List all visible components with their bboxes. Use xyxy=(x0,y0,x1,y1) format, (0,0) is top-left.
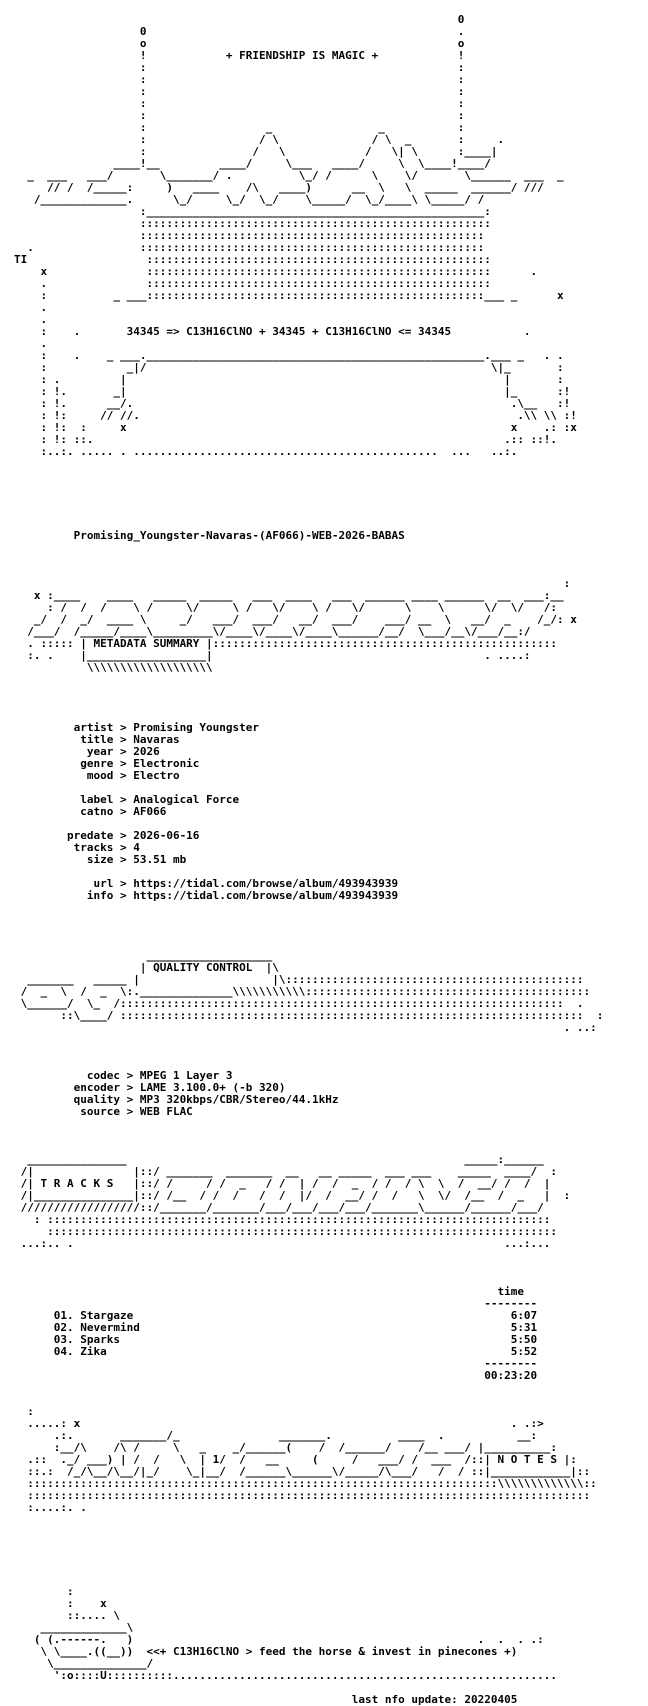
nfo-line: quality > MP3 320kbps/CBR/Stereo/44.1kHz xyxy=(14,1093,339,1106)
nfo-line: : : xyxy=(14,61,465,74)
nfo-line xyxy=(14,458,603,470)
nfo-line: info > https://tidal.com/browse/album/493943939 xyxy=(14,889,399,902)
nfo-line: : x xyxy=(14,1597,107,1610)
nfo-line xyxy=(14,1046,603,1058)
nfo-line: x :::::::::::::::::::::::::::::::::::::::::::::::::::: . xyxy=(14,265,538,278)
nfo-line: .:: ._/ ___) | / / \ | 1/ / __ ( / ___/ / ___ /::| N O T E S |: xyxy=(14,1453,577,1466)
nfo-line xyxy=(14,1394,603,1406)
nfo-line xyxy=(14,542,603,554)
nfo-line: time xyxy=(14,1285,524,1298)
nfo-line xyxy=(14,1550,603,1562)
nfo-line: : . 34345 => C13H16ClNO + 34345 + C13H16ClNO <= 34345 . xyxy=(14,325,531,338)
nfo-line: 04. Zika 5:52 xyxy=(14,1345,538,1358)
nfo-line xyxy=(14,554,603,566)
nfo-line xyxy=(14,470,603,482)
nfo-line: /| |::/ _______ _______ __ __ _____ ___ ___ _____ ____/ : xyxy=(14,1165,558,1178)
nfo-line: genre > Electronic xyxy=(14,757,200,770)
nfo-line: \______________/ xyxy=(14,1657,154,1670)
nfo-line: . ..: xyxy=(14,1021,597,1034)
nfo-line xyxy=(14,1250,603,1262)
nfo-line: ::\____/ :::::::::::::::::::::::::::::::::::::::::::::::::::::::::::::::::::::: : xyxy=(14,1009,604,1022)
nfo-line: artist > Promising Youngster xyxy=(14,721,260,734)
nfo-line: 02. Nevermind 5:31 xyxy=(14,1321,538,1334)
nfo-line: : !: : x x .: :x xyxy=(14,421,577,434)
nfo-line: /_____________. \_/ \_/ \_/ \_____/ \_/____\ \_____/ / xyxy=(14,193,485,206)
nfo-text xyxy=(14,2,603,1706)
nfo-line: codec > MPEG 1 Layer 3 xyxy=(14,1069,233,1082)
nfo-line: size > 53.51 mb xyxy=(14,853,187,866)
nfo-line: ( (.------. ) . . . .: xyxy=(14,1633,544,1646)
nfo-line: ___________________ xyxy=(14,949,273,962)
nfo-line: :::::::::::::::::::::::::::::::::::::::::::::::::::: xyxy=(14,229,485,242)
nfo-line: .....: x . .:> xyxy=(14,1417,544,1430)
nfo-line: encoder > LAME 3.100.0+ (-b 320) xyxy=(14,1081,286,1094)
nfo-line: _____________\ xyxy=(14,1621,134,1634)
nfo-line: mood > Electro xyxy=(14,769,180,782)
nfo-line: / _ \ / _ \:.______________\\\\\\\\\\\::::::::::::::::::::::::::::::::::::::::::: xyxy=(14,985,591,998)
nfo-line: . xyxy=(14,301,48,314)
nfo-line: ::::::::::::::::::::::::::::::::::::::::::::::::::::::::::::::::::::::::::::: xyxy=(14,1225,558,1238)
nfo-line: . xyxy=(14,313,48,326)
nfo-line: : xyxy=(14,577,571,590)
nfo-line xyxy=(14,1382,603,1394)
nfo-line xyxy=(14,1262,603,1274)
nfo-line: ':o::::U::::::::::.......................................................... xyxy=(14,1669,558,1682)
nfo-line: ::::::::::::::::::::::::::::::::::::::::::::::::::::: xyxy=(14,217,491,230)
nfo-line: tracks > 4 xyxy=(14,841,140,854)
nfo-line xyxy=(14,1526,603,1538)
nfo-line: : / \ / \ _ : . xyxy=(14,133,505,146)
nfo-line: : xyxy=(14,1405,34,1418)
nfo-line xyxy=(14,674,603,686)
nfo-line: 01. Stargaze 6:07 xyxy=(14,1309,538,1322)
nfo-line: : . | | : xyxy=(14,373,564,386)
nfo-line: 0 . xyxy=(14,25,465,38)
nfo-line: catno > AF066 xyxy=(14,805,167,818)
nfo-line xyxy=(14,1682,603,1694)
nfo-line xyxy=(14,698,603,710)
nfo-line: : xyxy=(14,1585,74,1598)
nfo-line xyxy=(14,1118,603,1130)
nfo-line: //////////////////::/_______/_______/___/___/___/___/_______\______/______/___/ xyxy=(14,1201,544,1214)
nfo-line: -------- xyxy=(14,1357,538,1370)
nfo-line: :___________________________________________________: xyxy=(14,205,491,218)
nfo-line: 0 xyxy=(14,13,465,26)
nfo-line: : . _ ___.___________________________________________________.___ _ . . xyxy=(14,349,564,362)
nfo-line xyxy=(14,926,603,938)
nfo-line xyxy=(14,1034,603,1046)
nfo-line: ::.: /_/\__/\__/|_/ \_|__/ /______\______\/_____/\___/ / / ::|____________|:: xyxy=(14,1465,591,1478)
nfo-line: : / / / \ / \/ \ / \/ \ / \/ \ \ \/ \/ /: xyxy=(14,601,558,614)
nfo-line: :....:. . xyxy=(14,1501,87,1514)
nfo-line xyxy=(14,902,603,914)
nfo-line: 03. Sparks 5:50 xyxy=(14,1333,538,1346)
nfo-line xyxy=(14,1130,603,1142)
nfo-line: \\\\\\\\\\\\\\\\\\\ xyxy=(14,661,213,674)
nfo-line xyxy=(14,506,603,518)
nfo-line: . :::::::::::::::::::::::::::::::::::::::::::::::::::: xyxy=(14,241,485,254)
nfo-line: /___/ /_____/____\_________\/____\/____\/____\______/__/ \___/__\/___/__:/ xyxy=(14,625,531,638)
nfo-line: Promising_Youngster-Navaras-(AF066)-WEB-2026-BABAS xyxy=(14,529,405,542)
nfo-line: TI :::::::::::::::::::::::::::::::::::::::::::::::::::: xyxy=(14,253,491,266)
nfo-line: : !: ::. .:: ::!. xyxy=(14,433,558,446)
nfo-line: : !. __/. .\__ :! xyxy=(14,397,571,410)
nfo-line: source > WEB FLAC xyxy=(14,1105,193,1118)
nfo-line xyxy=(14,1538,603,1550)
nfo-line xyxy=(14,686,603,698)
nfo-line xyxy=(14,914,603,926)
nfo-line: _/ / _/ ____ \ _/ ___/ ___/ __/ ___/ ___/ __ \ __/ _ /_/: x xyxy=(14,613,577,626)
nfo-line: ...:.. . ...:... xyxy=(14,1237,551,1250)
nfo-line: ! + FRIENDSHIP IS MAGIC + ! xyxy=(14,49,465,62)
nfo-line: : :::::::::::::::::::::::::::::::::::::::::::::::::::::::::::::::::::::::::::: xyxy=(14,1213,551,1226)
nfo-line: /|_______________|::/ /__ / / / / / |/ / __/ / / \ \/ /__ / _ | : xyxy=(14,1189,571,1202)
nfo-line: : _ ___:::::::::::::::::::::::::::::::::::::::::::::::::::___ _ x xyxy=(14,289,564,302)
nfo-line: \______/ \_ /::::::::::::::::::::::::::::::::::::::::::::::::::::::::::::::::::: . xyxy=(14,997,584,1010)
nfo-line: ::::::::::::::::::::::::::::::::::::::::::::::::::::::::::::::::::::::::::::::::::::: xyxy=(14,1489,591,1502)
nfo-line: :..:. ..... . .............................................. ... ..:. xyxy=(14,445,518,458)
nfo-line: url > https://tidal.com/browse/album/493943939 xyxy=(14,877,399,890)
nfo-line: x :____ ____ _____ _____ ___ ____ ___ ______ ____ ______ __ ___:__ xyxy=(14,589,564,602)
nfo-line: \ \____.((__)) <<+ C13H16ClNO > feed the horse & invest in pinecones +) xyxy=(14,1645,518,1658)
nfo-line: . ::::: | METADATA SUMMARY |:::::::::::::::::::::::::::::::::::::::::::::::::::: xyxy=(14,637,558,650)
nfo-line: : !. _| |_ :! xyxy=(14,385,571,398)
nfo-line: : / \ / \| \ :____| xyxy=(14,145,498,158)
nfo-line: : !: // //. .\\ \\ :! xyxy=(14,409,577,422)
nfo-line: .:. _______/_ _______. ____ . __: xyxy=(14,1429,538,1442)
nfo-line: o o xyxy=(14,37,465,50)
nfo-line: _______ _____ | |\::::::::::::::::::::::::::::::::::::::::::::: xyxy=(14,973,584,986)
nfo-line xyxy=(14,494,603,506)
nfo-line: predate > 2026-06-16 xyxy=(14,829,200,842)
nfo-line: ____!__ ____/ \___ ____/ \ \____!____/ xyxy=(14,157,491,170)
nfo-line: label > Analogical Force xyxy=(14,793,240,806)
nfo-line: . xyxy=(14,337,48,350)
nfo-line: _______________ _____:______ xyxy=(14,1153,564,1166)
nfo-line xyxy=(14,1562,603,1574)
nfo-line: : : xyxy=(14,85,465,98)
nfo-line: /| T R A C K S |::/ / / / _ / / | / / _ / / / \ \ / __/ / / | xyxy=(14,1177,551,1190)
nfo-line: title > Navaras xyxy=(14,733,180,746)
nfo-line: :__/\ /\ / \ _ _/______( / /______/ /__ ___/ |__________: xyxy=(14,1441,558,1454)
nfo-line: // / /_____: ) ____ /\ ____) __ \ \ _____ ______/ /// xyxy=(14,181,544,194)
nfo-line: | QUALITY CONTROL |\ xyxy=(14,961,279,974)
nfo-line: -------- xyxy=(14,1297,538,1310)
nfo-line: _ ___ ___/ \_______/ . \_/ / \ \/ \______ ___ _ xyxy=(14,169,564,182)
nfo-line: year > 2026 xyxy=(14,745,160,758)
nfo-line: last nfo update: 20220405 xyxy=(14,1693,518,1706)
nfo-line: ::.... \ xyxy=(14,1609,120,1622)
nfo-line xyxy=(14,1574,603,1586)
nfo-line: :::::::::::::::::::::::::::::::::::::::::::::::::::::::::::::::::::::::\\\\\\\\\\\\\:: xyxy=(14,1477,597,1490)
nfo-line xyxy=(14,1514,603,1526)
nfo-line: : : xyxy=(14,73,465,86)
nfo-line: : _ _ : xyxy=(14,121,465,134)
nfo-line: : _|/ \|_ : xyxy=(14,361,564,374)
nfo-line: : : xyxy=(14,109,465,122)
nfo-line: :. . |__________________| . ....: xyxy=(14,649,531,662)
nfo-line: : : xyxy=(14,97,465,110)
nfo-line: 00:23:20 xyxy=(14,1369,538,1382)
nfo-line xyxy=(14,482,603,494)
nfo-line: . :::::::::::::::::::::::::::::::::::::::::::::::::::: xyxy=(14,277,491,290)
